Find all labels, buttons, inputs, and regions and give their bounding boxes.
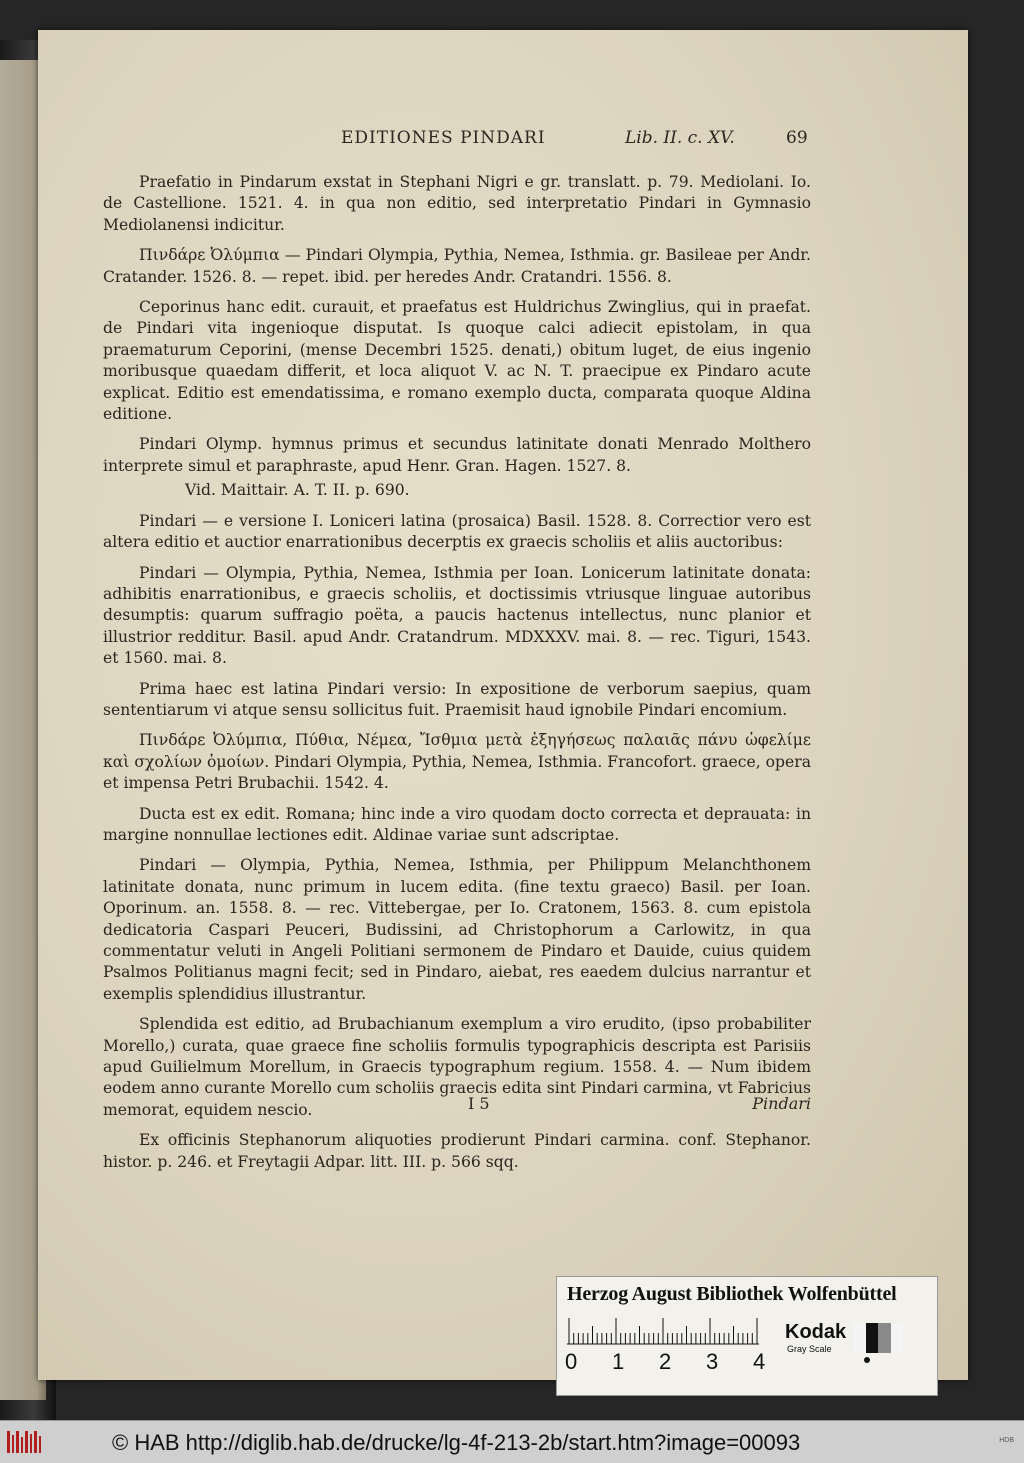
paragraph: Splendida est editio, ad Brubachianum exemplum a viro erudito, (ipso probabiliter Morello,) curata, quae graece fine scholiis formulis typographicis descripta est Parisiis apud Guilielmum Morellum, in Graecis typographum regium. 1558. 4. — Num ibidem eodem anno curante Morello cum scholiis graecis edita sint Pindari carmina, vt Fabricius memorat, equidem nescio. <box>103 1015 811 1119</box>
library-name: Herzog August Bibliothek Wolfenbüttel <box>567 1283 897 1305</box>
paragraph: Πινδάρε Ὀλύμπια, Πύθια, Νέμεα, Ἴσθμια μετὰ ἐξηγήσεως παλαιᾶς πάνυ ὠφελίμε καὶ σχολίων ὁμοίων. Pindari Olympia, Pythia, Nemea, Isthmia. Francofort. graece, opera et impensa Petri Brubachii. 1542. 4. <box>103 731 811 793</box>
gray-patch <box>866 1323 879 1353</box>
hab-logo-icon <box>6 1429 46 1455</box>
copyright-url[interactable]: © HAB http://diglib.hab.de/drucke/lg-4f-213-2b/start.htm?image=00093 <box>112 1430 801 1455</box>
paragraph: Ducta est ex edit. Romana; hinc inde a viro quodam docto correcta et deprauata: in margine nonnullae lectiones edit. Aldinae variae sunt adscriptae. <box>103 804 811 844</box>
ruler-digits <box>563 1349 773 1375</box>
bottom-caption-bar <box>0 1420 1024 1463</box>
paragraph: Prima haec est latina Pindari versio: In expositione de verborum saepius, quam sententiarum vi atque sensu sollicitus fuit. Praemisit haud ignobile Pindari encomium. <box>103 679 811 719</box>
gray-patch <box>853 1323 866 1353</box>
ruler-digit: 0 <box>565 1349 578 1374</box>
gray-patch <box>878 1323 891 1353</box>
card-dot <box>864 1357 870 1363</box>
paragraph: Pindari Olymp. hymnus primus et secundus latinitate donati Menrado Molthero interprete simul et paraphraste, apud Henr. Gran. Hagen. 1527. 8. <box>103 435 811 475</box>
paragraph: Ex officinis Stephanorum aliquoties prodierunt Pindari carmina. conf. Stephanor. histor. p. 246. et Freytagii Adpar. litt. III. p. 566 sqq. <box>103 1131 811 1171</box>
paragraph: Vid. Maittair. A. T. II. p. 690. <box>185 481 410 500</box>
header-section-ref: Lib. II. c. XV. <box>625 128 735 148</box>
ruler-digit: 1 <box>612 1349 625 1374</box>
header-title: EDITIONES PINDARI <box>341 128 546 148</box>
ruler-digit: 4 <box>753 1349 766 1374</box>
ruler-digit: 2 <box>659 1349 672 1374</box>
paragraph: Pindari — e versione I. Loniceri latina (prosaica) Basil. 1528. 8. Correctior vero est altera editio et auctior enarrationibus decerptis ex graecis scholiis et aliis auctoribus: <box>103 511 811 552</box>
kodak-logo: Kodak <box>785 1321 847 1343</box>
paragraph: Ceporinus hanc edit. curauit, et praefatus est Huldrichus Zwinglius, qui in praefat. de Pindari vita ingenioque disputat. Is quoque calci adiecit epistolam, in qua praematurum Ceporini, (mense Decembri 1525. denati,) obitum luget, de eius ingenio moribusque quaedam differit, et loca aliquot V. ac N. T. praecipue ex Pindaro acute explicat. Editio est emendatissima, e romano exemplo ducta, comparata quoque Aldina editione. <box>103 298 811 424</box>
page-footer <box>103 1094 811 1118</box>
paragraph: Pindari — Olympia, Pythia, Nemea, Isthmia per Ioan. Lonicerum latinitate donata: adhibitis enarrationibus, e graecis scholiis, et doctissimis vtriusque linguae autoribus desumptis: quarum suffragio poëta, a paucis hactenus intellectus, nunc planior et illustrior redditur. Basil. apud Andr. Cratandrum. MDXXXV. mai. 8. — rec. Tiguri, 1543. et 1560. mai. 8. <box>103 563 811 668</box>
running-header <box>100 128 812 154</box>
gray-scale-label: Gray Scale <box>787 1344 832 1354</box>
paragraph: Πινδάρε Ὀλύμπια — Pindari Olympia, Pythia, Nemea, Isthmia. gr. Basileae per Andr. Cratander. 1526. 8. — repet. ibid. per heredes Andr. Cratandri. 1556. 8. <box>103 246 811 286</box>
paragraph: Pindari — Olympia, Pythia, Nemea, Isthmia, per Philippum Melanchthonem latinitate donata, nunc primum in lucem edita. (fine textu graeco) Basil. per Ioan. Oporinum. an. 1558. 8. — rec. Vittebergae, per Io. Cratonem, 1563. 8. cum epistola dedicatoria Caspari Peuceri, Budissini, ad Christophorum a Carlowitz, in qua commentatur veluti in Angeli Politiani sermonem de Pindaro et Dauide, cuius quidem Psalmos Politianus magni fecit; sed in Pindaro, aiebat, res eaedem dulcius narrantur et exemplis splendidius illustrantur. <box>103 856 811 1003</box>
paragraph: Praefatio in Pindarum exstat in Stephani Nigri e gr. translatt. p. 79. Mediolani. Io. de Castellione. 1521. 4. in qua non editio, sed interpretatio Pindari in Gymnasio Mediolanensi indicitur. <box>103 173 811 234</box>
tiny-mark: HDB <box>999 1437 1014 1444</box>
gray-scale-patches <box>853 1323 903 1353</box>
page-body <box>103 172 811 1182</box>
ruler-scale-icon <box>567 1317 759 1345</box>
catchword: Pindari <box>752 1094 811 1113</box>
signature-mark: I 5 <box>468 1094 490 1113</box>
gray-patch <box>891 1323 904 1353</box>
color-calibration-card <box>556 1276 938 1396</box>
page-number: 69 <box>786 128 808 148</box>
ruler-digit: 3 <box>706 1349 719 1374</box>
